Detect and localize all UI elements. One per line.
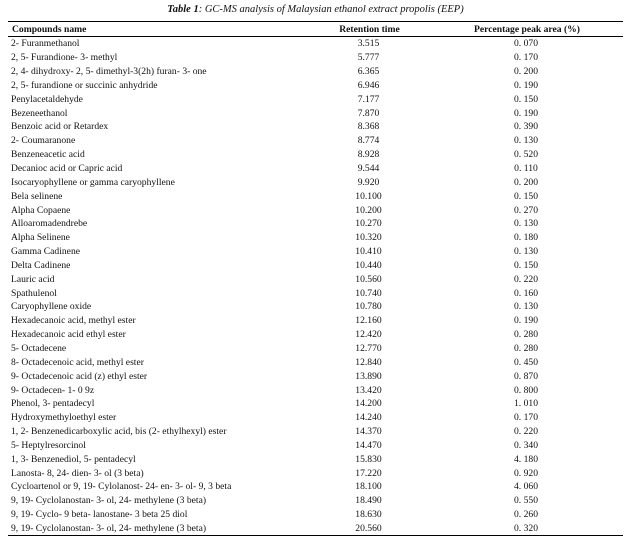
retention-time-cell: 20.560 — [355, 522, 382, 534]
table-row — [8, 79, 623, 93]
header-peak-area: Percentage peak area (%) — [474, 23, 580, 35]
retention-time-cell: 10.560 — [355, 273, 382, 285]
peak-area-cell: 0. 320 — [514, 522, 538, 534]
peak-area-cell: 0. 150 — [514, 190, 538, 202]
compound-name-cell: 2, 4- dihydroxy- 2, 5- dimethyl-3(2h) furan- 3- one — [11, 66, 207, 78]
table-row — [8, 259, 623, 273]
retention-time-cell: 12.840 — [355, 356, 382, 368]
table-body — [8, 37, 623, 535]
compound-name-cell: Penylacetaldehyde — [11, 93, 83, 105]
retention-time-cell: 8.928 — [357, 149, 380, 161]
table-row — [8, 134, 623, 148]
table-row — [8, 494, 623, 508]
peak-area-cell: 0. 170 — [514, 52, 538, 64]
compound-name-cell: Bela selinene — [11, 190, 63, 202]
retention-time-cell: 8.774 — [357, 135, 380, 147]
compound-name-cell: Lanosta- 8, 24- dien- 3- ol (3 beta) — [11, 467, 144, 479]
compound-name-cell: 2, 5- furandione or succinic anhydride — [11, 79, 158, 91]
peak-area-cell: 4. 180 — [514, 453, 538, 465]
retention-time-cell: 13.420 — [355, 384, 382, 396]
table-row — [8, 272, 623, 286]
peak-area-cell: 0. 220 — [514, 426, 538, 438]
compound-name-cell: Benzeneacetic acid — [11, 149, 85, 161]
table-row — [8, 438, 623, 452]
table-row — [8, 522, 623, 536]
table-row — [8, 65, 623, 79]
compound-name-cell: Phenol, 3- pentadecyl — [11, 398, 95, 410]
peak-area-cell: 0. 190 — [514, 79, 538, 91]
peak-area-cell: 0. 110 — [514, 163, 538, 175]
peak-area-cell: 0. 270 — [514, 204, 538, 216]
peak-area-cell: 0. 450 — [514, 356, 538, 368]
table-row — [8, 411, 623, 425]
retention-time-cell: 14.240 — [355, 412, 382, 424]
retention-time-cell: 12.420 — [355, 329, 382, 341]
table-row — [8, 162, 623, 176]
retention-time-cell: 12.160 — [355, 315, 382, 327]
compound-name-cell: Hexadecanoic acid ethyl ester — [11, 329, 126, 341]
retention-time-cell: 5.777 — [357, 52, 380, 64]
retention-time-cell: 10.440 — [355, 259, 382, 271]
compound-name-cell: 9- Octadecen- 1- 0 9z — [11, 384, 95, 396]
peak-area-cell: 0. 130 — [514, 246, 538, 258]
table-row — [8, 466, 623, 480]
peak-area-cell: 0. 800 — [514, 384, 538, 396]
peak-area-cell: 0. 160 — [514, 287, 538, 299]
table-row — [8, 328, 623, 342]
compound-name-cell: Isocaryophyllene or gamma caryophyllene — [11, 176, 175, 188]
retention-time-cell: 10.740 — [355, 287, 382, 299]
peak-area-cell: 0. 280 — [514, 342, 538, 354]
table-row — [8, 203, 623, 217]
table-row — [8, 383, 623, 397]
compound-name-cell: 5- Heptylresorcinol — [11, 439, 86, 451]
retention-time-cell: 10.780 — [355, 301, 382, 313]
table-row — [8, 245, 623, 259]
retention-time-cell: 6.365 — [357, 66, 380, 78]
peak-area-cell: 4. 060 — [514, 481, 538, 493]
peak-area-cell: 0. 190 — [514, 315, 538, 327]
table-row — [8, 106, 623, 120]
table-row — [8, 314, 623, 328]
retention-time-cell: 14.370 — [355, 426, 382, 438]
peak-area-cell: 0. 260 — [514, 509, 538, 521]
compound-name-cell: Decanioc acid or Capric acid — [11, 163, 123, 175]
peak-area-cell: 0. 200 — [514, 66, 538, 78]
retention-time-cell: 10.200 — [355, 204, 382, 216]
table-row — [8, 51, 623, 65]
compound-name-cell: Alpha Copaene — [11, 204, 71, 216]
compound-name-cell: Delta Cadinene — [11, 259, 71, 271]
compound-name-cell: 2- Coumaranone — [11, 135, 76, 147]
peak-area-cell: 1. 010 — [514, 398, 538, 410]
table-row — [8, 231, 623, 245]
table-row — [8, 148, 623, 162]
peak-area-cell: 0. 390 — [514, 121, 538, 133]
peak-area-cell: 0. 870 — [514, 370, 538, 382]
retention-time-cell: 9.544 — [357, 163, 380, 175]
retention-time-cell: 14.200 — [355, 398, 382, 410]
retention-time-cell: 14.470 — [355, 439, 382, 451]
peak-area-cell: 0. 280 — [514, 329, 538, 341]
table-label: Table 1 — [167, 4, 199, 15]
peak-area-cell: 0. 150 — [514, 259, 538, 271]
peak-area-cell: 0. 190 — [514, 107, 538, 119]
table-caption-text: : GC-MS analysis of Malaysian ethanol extract propolis (EEP) — [198, 4, 464, 15]
compound-name-cell: 1, 2- Benzenedicarboxylic acid, bis (2- ethylhexyl) ester — [11, 426, 227, 438]
table-caption — [0, 3, 631, 16]
compound-name-cell: 2, 5- Furandione- 3- methyl — [11, 52, 118, 64]
compound-name-cell: 9- Octadecenoic acid (z) ethyl ester — [11, 370, 148, 382]
peak-area-cell: 0. 170 — [514, 412, 538, 424]
table-row — [8, 480, 623, 494]
table-row — [8, 342, 623, 356]
peak-area-cell: 0. 200 — [514, 176, 538, 188]
retention-time-cell: 17.220 — [355, 467, 382, 479]
table-row — [8, 300, 623, 314]
peak-area-cell: 0. 070 — [514, 38, 538, 50]
retention-time-cell: 9.920 — [357, 176, 380, 188]
peak-area-cell: 0. 150 — [514, 93, 538, 105]
retention-time-cell: 8.368 — [357, 121, 380, 133]
table-row — [8, 425, 623, 439]
compound-name-cell: Alpha Selinene — [11, 232, 70, 244]
table-row — [8, 452, 623, 466]
compound-name-cell: Caryophyllene oxide — [11, 301, 92, 313]
peak-area-cell: 0. 920 — [514, 467, 538, 479]
compound-name-cell: Alloaromadendrebe — [11, 218, 88, 230]
peak-area-cell: 0. 180 — [514, 232, 538, 244]
table-row — [8, 369, 623, 383]
compound-name-cell: 9, 19- Cyclo- 9 beta- lanostane- 3 beta 25 diol — [11, 509, 188, 521]
compound-name-cell: 9, 19- Cyclolanostan- 3- ol, 24- methylene (3 beta) — [11, 522, 207, 534]
retention-time-cell: 3.515 — [357, 38, 380, 50]
table-row — [8, 120, 623, 134]
table-row — [8, 189, 623, 203]
peak-area-cell: 0. 220 — [514, 273, 538, 285]
table-row — [8, 355, 623, 369]
table-row — [8, 508, 623, 522]
compound-name-cell: 8- Octadecenoic acid, methyl ester — [11, 356, 144, 368]
compound-name-cell: Spathulenol — [11, 287, 57, 299]
retention-time-cell: 7.177 — [357, 93, 380, 105]
header-retention-time: Retention time — [339, 23, 400, 35]
compound-name-cell: 2- Furanmethanol — [11, 38, 80, 50]
table-row — [8, 175, 623, 189]
retention-time-cell: 12.770 — [355, 342, 382, 354]
table-row — [8, 397, 623, 411]
gcms-table — [8, 21, 623, 536]
peak-area-cell: 0. 520 — [514, 149, 538, 161]
compound-name-cell: 9, 19- Cyclolanostan- 3- ol, 24- methylene (3 beta) — [11, 495, 207, 507]
table-row — [8, 92, 623, 106]
retention-time-cell: 10.410 — [355, 246, 382, 258]
compound-name-cell: Bezeneethanol — [11, 107, 68, 119]
compound-name-cell: Benzoic acid or Retardex — [11, 121, 109, 133]
retention-time-cell: 6.946 — [357, 79, 380, 91]
table-header-row — [8, 22, 623, 37]
compound-name-cell: Gamma Cadinene — [11, 246, 80, 258]
peak-area-cell: 0. 130 — [514, 301, 538, 313]
retention-time-cell: 13.890 — [355, 370, 382, 382]
compound-name-cell: Cycloartenol or 9, 19- Cylolanost- 24- en- 3- ol- 9, 3 beta — [11, 481, 232, 493]
header-compound-name: Compounds name — [12, 23, 87, 35]
retention-time-cell: 18.100 — [355, 481, 382, 493]
retention-time-cell: 18.630 — [355, 509, 382, 521]
table-row — [8, 286, 623, 300]
compound-name-cell: 5- Octadecene — [11, 342, 67, 354]
retention-time-cell: 10.270 — [355, 218, 382, 230]
table-row — [8, 37, 623, 51]
compound-name-cell: Hydroxymethyloethyl ester — [11, 412, 117, 424]
compound-name-cell: 1, 3- Benzenediol, 5- pentadecyl — [11, 453, 136, 465]
peak-area-cell: 0. 550 — [514, 495, 538, 507]
table-row — [8, 217, 623, 231]
retention-time-cell: 7.870 — [357, 107, 380, 119]
peak-area-cell: 0. 130 — [514, 218, 538, 230]
retention-time-cell: 15.830 — [355, 453, 382, 465]
compound-name-cell: Lauric acid — [11, 273, 55, 285]
compound-name-cell: Hexadecanoic acid, methyl ester — [11, 315, 136, 327]
retention-time-cell: 10.100 — [355, 190, 382, 202]
peak-area-cell: 0. 340 — [514, 439, 538, 451]
retention-time-cell: 10.320 — [355, 232, 382, 244]
retention-time-cell: 18.490 — [355, 495, 382, 507]
peak-area-cell: 0. 130 — [514, 135, 538, 147]
